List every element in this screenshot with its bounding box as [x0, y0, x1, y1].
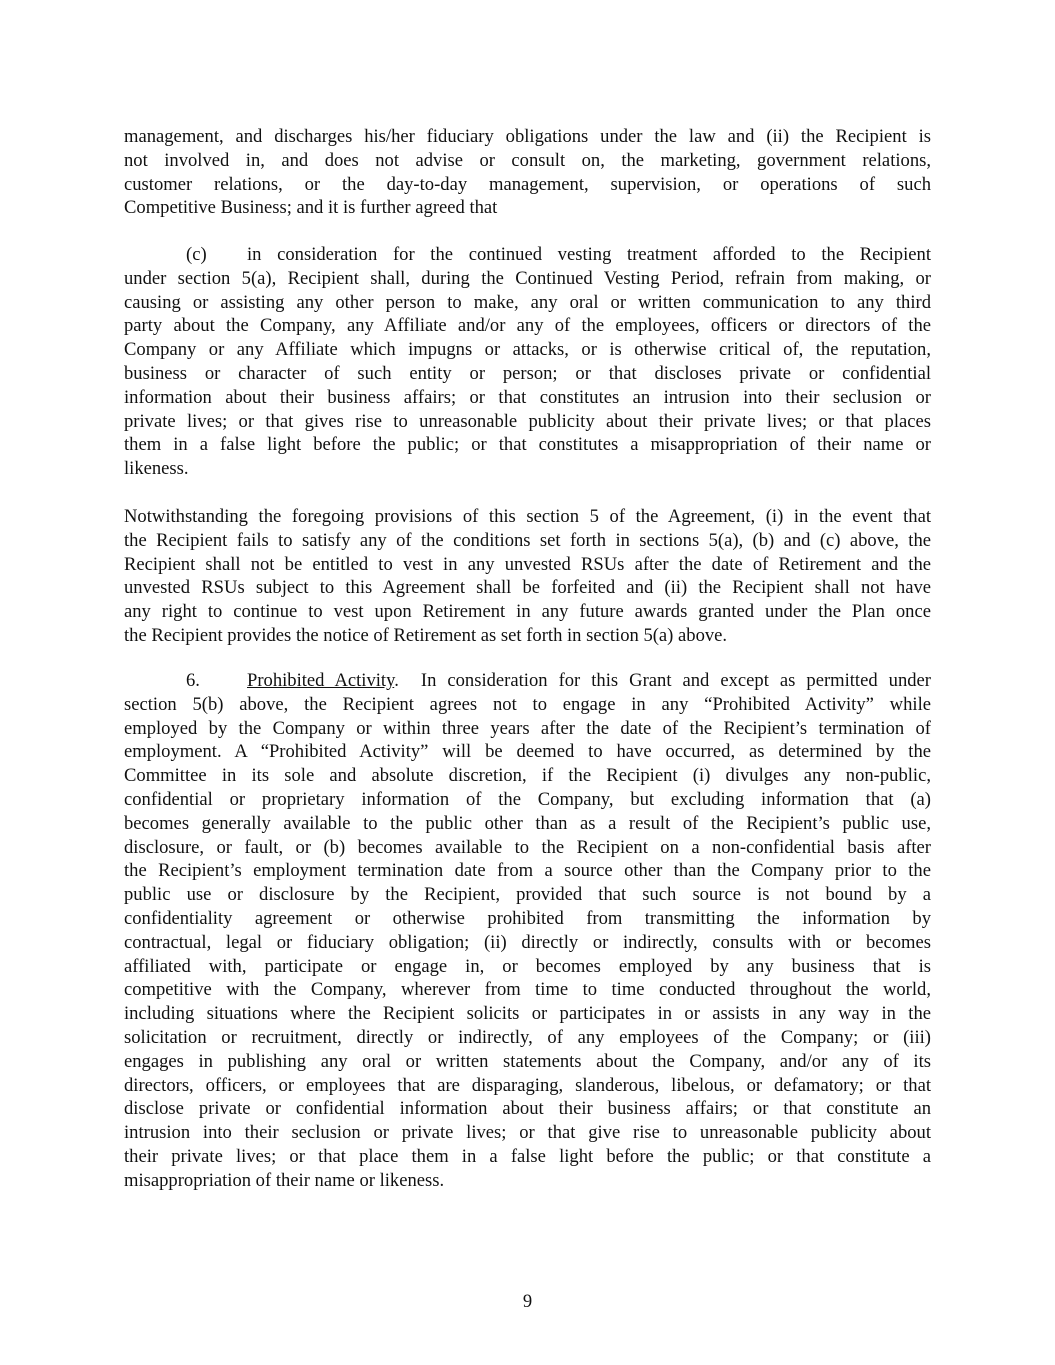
text-line: business or character of such entity or person; or that discloses private or confidential — [124, 362, 931, 384]
text-line: disclosure, or fault, or (b) becomes available to the Recipient on a non-confidential basis after — [124, 836, 931, 858]
text-line: the Recipient’s employment termination date from a source other than the Company prior to the — [124, 860, 931, 882]
text-line: public use or disclosure by the Recipient, provided that such source is not bound by a — [124, 884, 931, 906]
text-line: under section 5(a), Recipient shall, during the Continued Vesting Period, refrain from making, or — [124, 267, 931, 289]
text-line: including situations where the Recipient solicits or participates in or assists in any way in the — [124, 1003, 931, 1025]
line-text — [247, 669, 931, 693]
text-line: the Recipient fails to satisfy any of the conditions set forth in sections 5(a), (b) and (c) above, the — [124, 529, 931, 551]
text-line: employment. A “Prohibited Activity” will be deemed to have occurred, as determined by the — [124, 741, 931, 763]
text-line — [124, 243, 931, 267]
paragraph-notwithstanding — [124, 505, 931, 648]
paragraph-6-prohibited-activity — [124, 669, 931, 1193]
text-line: management, and discharges his/her fiduciary obligations under the law and (ii) the Recipient is — [124, 126, 931, 147]
section-heading: Prohibited Activity — [247, 670, 395, 691]
text-line: Competitive Business; and it is further agreed that — [124, 197, 498, 219]
text-line: unvested RSUs subject to this Agreement shall be forfeited and (ii) the Recipient shall not have — [124, 577, 931, 599]
paragraph-5c — [124, 243, 931, 481]
text-line: affiliated with, participate or engage in, or becomes employed by any business that is — [124, 955, 931, 977]
page-number: 9 — [522, 1291, 533, 1312]
text-line: causing or assisting any other person to make, any oral or written communication to any third — [124, 291, 931, 313]
text-line: confidentiality agreement or otherwise prohibited from transmitting the information by — [124, 907, 931, 929]
text-line: intrusion into their seclusion or private lives; or that give rise to unreasonable publicity about — [124, 1122, 931, 1144]
text-line: Committee in its sole and absolute discretion, if the Recipient (i) divulges any non-public, — [124, 765, 931, 787]
text-line: Company or any Affiliate which impugns or attacks, or is otherwise critical of, the reputation, — [124, 339, 931, 361]
text-line: becomes generally available to the public other than as a result of the Recipient’s public use, — [124, 812, 931, 834]
text-line: engages in publishing any oral or written statements about the Company, and/or any of its — [124, 1050, 931, 1072]
text-line: party about the Company, any Affiliate and/or any of the employees, officers or directors of the — [124, 315, 931, 337]
text-line: solicitation or recruitment, directly or indirectly, of any employees of the Company; or (iii) — [124, 1026, 931, 1048]
text-line: misappropriation of their name or likeness. — [124, 1169, 445, 1191]
text-line: competitive with the Company, wherever from time to time conducted throughout the world, — [124, 979, 931, 1001]
paragraph-continuation — [124, 125, 931, 220]
line-text: in consideration for the continued vesting treatment afforded to the Recipient — [247, 244, 931, 265]
text-line: customer relations, or the day-to-day management, supervision, or operations of such — [124, 173, 931, 195]
text-line: information about their business affairs; or that constitutes an intrusion into their seclusion or — [124, 386, 931, 408]
text-line: section 5(b) above, the Recipient agrees not to engage in any “Prohibited Activity” while — [124, 693, 931, 715]
text-line: disclose private or confidential information about their business affairs; or that constitute an — [124, 1098, 931, 1120]
text-line: confidential or proprietary information of the Company, but excluding information that (a) — [124, 788, 931, 810]
text-line: the Recipient provides the notice of Retirement as set forth in section 5(a) above. — [124, 624, 728, 646]
text-line: their private lives; or that place them in a false light before the public; or that constitute a — [124, 1145, 931, 1167]
line-text: . In consideration for this Grant and except as permitted under — [394, 670, 932, 691]
text-line: Recipient shall not be entitled to vest in any unvested RSUs after the date of Retirement and the — [124, 553, 931, 575]
text-line: employed by the Company or within three years after the date of the Recipient’s termination of — [124, 717, 931, 739]
section-label: (c) — [186, 244, 207, 265]
text-line: directors, officers, or employees that are disparaging, slanderous, libelous, or defamatory; or that — [124, 1074, 931, 1096]
text-line: Notwithstanding the foregoing provisions of this section 5 of the Agreement, (i) in the event that — [124, 506, 931, 527]
text-line: any right to continue to vest upon Retirement in any future awards granted under the Plan once — [124, 601, 931, 623]
text-line: private lives; or that gives rise to unreasonable publicity about their private lives; or that places — [124, 410, 931, 432]
text-line: likeness. — [124, 458, 189, 480]
section-label: 6. — [186, 670, 200, 691]
text-line: contractual, legal or fiduciary obligation; (ii) directly or indirectly, consults with or becomes — [124, 931, 931, 953]
text-line: them in a false light before the public; or that constitutes a misappropriation of their name or — [124, 434, 931, 456]
text-line: not involved in, and does not advise or consult on, the marketing, government relations, — [124, 149, 931, 171]
text-line — [124, 669, 931, 693]
